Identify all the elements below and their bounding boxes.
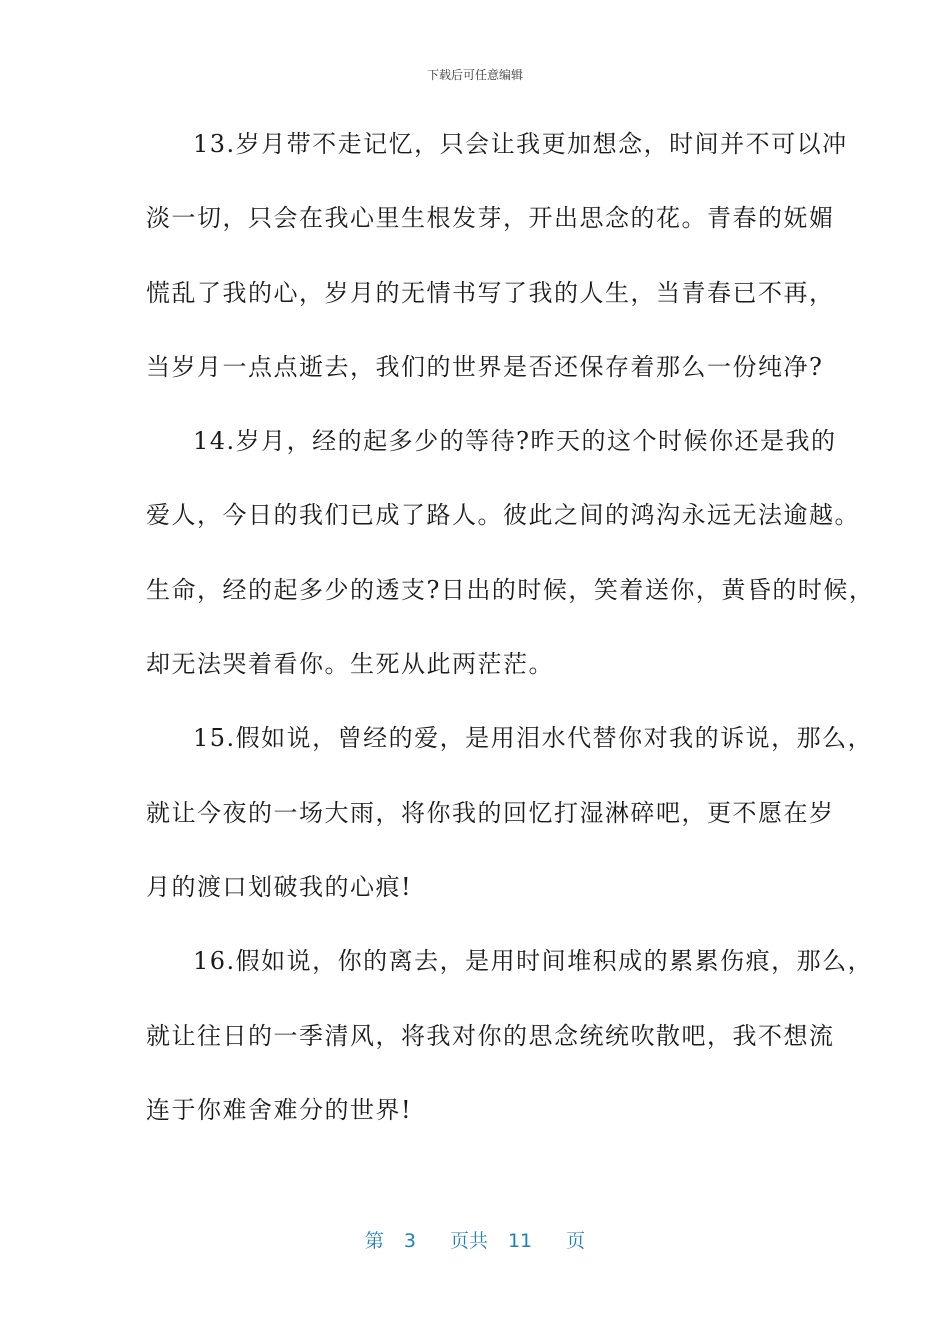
paragraph-13-line-2: 淡一切，只会在我心里生根发芽，开出思念的花。青春的妩媚 <box>146 204 835 233</box>
footer-total-pages: 11 <box>507 1230 533 1252</box>
paragraph-14-line-2: 爱人，今日的我们已成了路人。彼此之间的鸿沟永远无法逾越。 <box>146 501 860 530</box>
paragraph-15-line-3: 月的渡口划破我的心痕! <box>146 872 413 901</box>
paragraph-14-line-1: 14.岁月，经的起多少的等待?昨天的这个时候你还是我的 <box>193 427 837 456</box>
page-header-note: 下载后可任意编辑 <box>426 68 523 82</box>
paragraph-16-line-1: 16.假如说，你的离去，是用时间堆积成的累累伤痕，那么， <box>193 947 874 976</box>
paragraph-14-line-3: 生命，经的起多少的透支?日出的时候，笑着送你，黄昏的时候， <box>146 575 875 604</box>
footer-suffix: 页 <box>566 1230 586 1252</box>
paragraph-15-line-2: 就让今夜的一场大雨，将你我的回忆打湿淋碎吧，更不愿在岁 <box>146 798 835 827</box>
page-number-footer <box>0 1226 950 1253</box>
paragraph-13-line-4: 当岁月一点点逝去，我们的世界是否还保存着那么一份纯净? <box>146 352 824 381</box>
footer-current-page: 3 <box>403 1230 416 1252</box>
paragraph-13-line-3: 慌乱了我的心，岁月的无情书写了我的人生，当青春已不再， <box>146 278 835 307</box>
paragraph-16-line-3: 连于你难舍难分的世界! <box>146 1095 413 1124</box>
footer-prefix: 第 <box>364 1230 384 1252</box>
paragraph-13-line-1: 13.岁月带不走记忆，只会让我更加想念，时间并不可以冲 <box>193 130 848 158</box>
footer-middle: 页共 <box>449 1230 488 1252</box>
document-body <box>146 116 875 1156</box>
paragraph-14-line-4: 却无法哭着看你。生死从此两茫茫。 <box>146 650 554 679</box>
paragraph-16-line-2: 就让往日的一季清风，将我对你的思念统统吹散吧，我不想流 <box>146 1021 835 1050</box>
paragraph-15-line-1: 15.假如说，曾经的爱，是用泪水代替你对我的诉说，那么， <box>193 724 874 753</box>
